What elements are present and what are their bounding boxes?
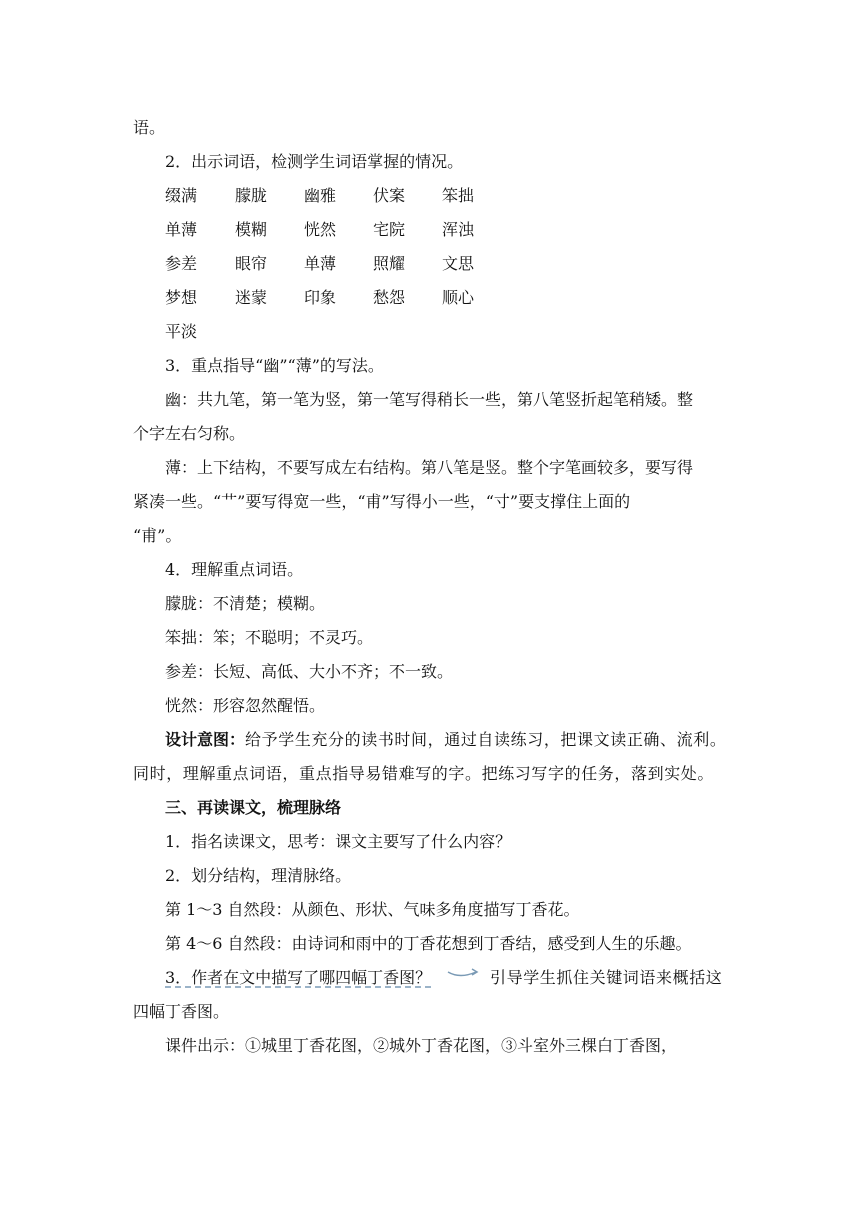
word: 朦胧 [235, 186, 268, 205]
section-heading: 三、再读课文，梳理脉络 [165, 798, 342, 817]
paragraph-summary: 第 1～3 自然段：从颜色、形状、气味多角度描写丁香花。 [165, 900, 580, 919]
word: 伏案 [373, 186, 406, 205]
word: 眼帘 [235, 254, 268, 273]
teaching-note: 引导学生抓住关键词语来概括这 [490, 968, 723, 987]
step-2: 2．出示词语，检测学生词语掌握的情况。 [165, 152, 464, 171]
word: 模糊 [235, 220, 268, 239]
word: 梦想 [165, 288, 198, 307]
arrow-icon [446, 966, 482, 980]
word: 单薄 [165, 220, 198, 239]
step-3b [165, 968, 431, 988]
word: 浑浊 [442, 220, 475, 239]
word: 平淡 [165, 322, 198, 341]
design-intent-text: 同时，理解重点词语，重点指导易错难写的字。把练习写字的任务，落到实处。 [133, 764, 715, 783]
word: 照耀 [373, 254, 406, 273]
word: 顺心 [442, 288, 475, 307]
word: 参差 [165, 254, 198, 273]
you-guide-line: 个字左右匀称。 [133, 424, 246, 443]
definition: 恍然：形容忽然醒悟。 [165, 696, 326, 715]
word: 印象 [304, 288, 337, 307]
step-2b: 2．划分结构，理清脉络。 [165, 866, 352, 885]
word: 恍然 [304, 220, 337, 239]
design-intent-label: 设计意图： [165, 730, 246, 749]
word: 缀满 [165, 186, 198, 205]
design-intent [165, 730, 726, 750]
word: 文思 [442, 254, 475, 273]
definition: 笨拙：笨；不聪明；不灵巧。 [165, 628, 374, 647]
continued-text: 语。 [133, 118, 166, 137]
design-intent-text: 给予学生充分的读书时间，通过自读练习，把课文读正确、流利。 [245, 730, 727, 749]
bao-guide-line: 紧凑一些。“艹”要写得宽一些，“甫”写得小一些，“寸”要支撑住上面的 [133, 492, 631, 511]
bao-guide-line: 薄：上下结构，不要写成左右结构。第八笔是竖。整个字笔画较多，要写得 [165, 458, 694, 477]
bao-guide-line: “甫”。 [133, 526, 182, 545]
courseware-line: 课件出示：①城里丁香花图，②城外丁香花图，③斗室外三棵白丁香图， [165, 1036, 678, 1055]
word: 愁怨 [373, 288, 406, 307]
definition: 参差：长短、高低、大小不齐；不一致。 [165, 662, 454, 681]
word: 宅院 [373, 220, 406, 239]
teaching-note: 四幅丁香图。 [133, 1002, 230, 1021]
paragraph-summary: 第 4～6 自然段：由诗词和雨中的丁香花想到丁香结，感受到人生的乐趣。 [165, 934, 692, 953]
word: 笨拙 [442, 186, 475, 205]
step-1: 1．指名读课文，思考：课文主要写了什么内容？ [165, 832, 512, 851]
step-4: 4．理解重点词语。 [165, 560, 304, 579]
word: 幽雅 [304, 186, 337, 205]
question-text: 3．作者在文中描写了哪四幅丁香图？ [165, 968, 432, 987]
word: 迷蒙 [235, 288, 268, 307]
you-guide-line: 幽：共九笔，第一笔为竖，第一笔写得稍长一些，第八笔竖折起笔稍矮。整 [165, 390, 694, 409]
step-3: 3．重点指导“幽”“薄”的写法。 [165, 356, 384, 375]
definition: 朦胧：不清楚；模糊。 [165, 594, 326, 613]
word: 单薄 [304, 254, 337, 273]
